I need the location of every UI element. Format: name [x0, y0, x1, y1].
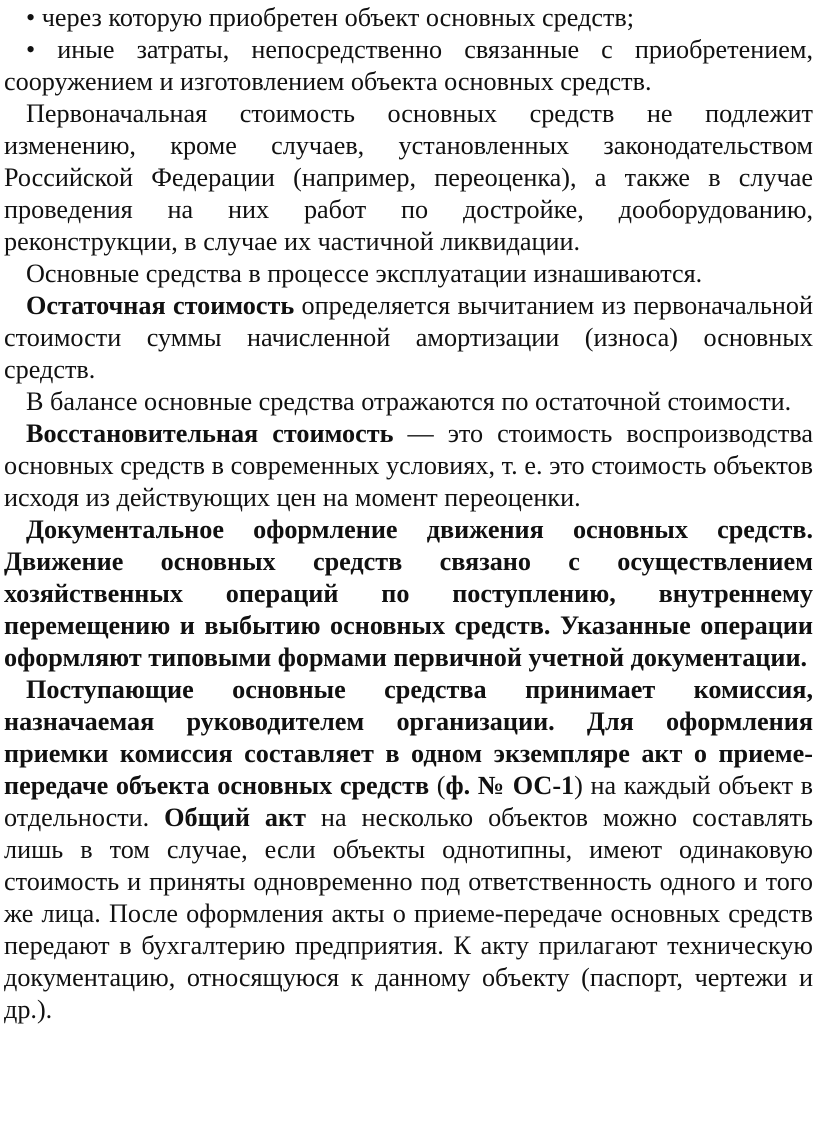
- term-replacement-cost: Восстановительная стоимость: [26, 419, 394, 448]
- paragraph-bullet-2: • иные затраты, непосредственно связанные с приобретением, сооружением и изготовлением объекта основных средств.: [4, 35, 813, 96]
- acceptance-commission-text: Поступающие основные средства принимает комиссия, назначаемая руководителем организации. Для оформления приемки комиссия составляет в одном экземпляре акт о приеме-передаче объекта основных средств: [4, 675, 813, 800]
- replacement-cost-definition: — это стоимость воспроизводства основных средств в современных условиях, т. е. это стоимость объектов исходя из действующих цен на момент переоценки.: [4, 419, 813, 512]
- text-fragment: на несколько объектов можно составлять лишь в том случае, если объекты однотипны, имеют одинаковую стоимость и приняты одновременно под ответственность одного и того же лица. После оформления акты о приеме-передаче основных средств передают в бухгалтерию предприятия. К акту прилагают техническую документацию, относящуюся к данному объекту (паспорт, чертежи и др.).: [4, 803, 813, 1024]
- text-fragment: ) на каждый объект в отдельности.: [4, 771, 813, 832]
- paragraph-initial-cost: Первоначальная стоимость основных средств не подлежит изменению, кроме случаев, установленных законодательством Российской Федерации (например, переоценка), а также в случае проведения на них работ по достройке, дооборудованию, реконструкции, в случае их частичной ликвидации.: [4, 99, 813, 256]
- paragraph-balance: В балансе основные средства отражаются по остаточной стоимости.: [26, 387, 792, 416]
- term-residual-value: Остаточная стоимость: [26, 291, 295, 320]
- text-fragment: (: [429, 771, 446, 800]
- residual-value-definition: определяется вычитанием из первоначальной стоимости суммы начисленной амортизации (износа) основных средств.: [4, 291, 813, 384]
- paragraph-replacement-cost: [4, 418, 813, 514]
- form-os1-reference: ф. № ОС-1: [445, 771, 575, 800]
- paragraph-residual-value: [4, 290, 813, 386]
- paragraph-acceptance: [4, 674, 813, 1026]
- paragraph-bullet-1: • через которую приобретен объект основных средств;: [26, 3, 635, 32]
- term-general-act: Общий акт: [164, 803, 306, 832]
- paragraph-wear: Основные средства в процессе эксплуатации изнашиваются.: [26, 259, 703, 288]
- paragraph-documentation-heading: Документальное оформление движения основных средств. Движение основных средств связано с осуществлением хозяйственных операций по поступлению, внутреннему перемещению и выбытию основных средств. Указанные операции оформляют типовыми формами первичной учетной документации.: [4, 515, 813, 672]
